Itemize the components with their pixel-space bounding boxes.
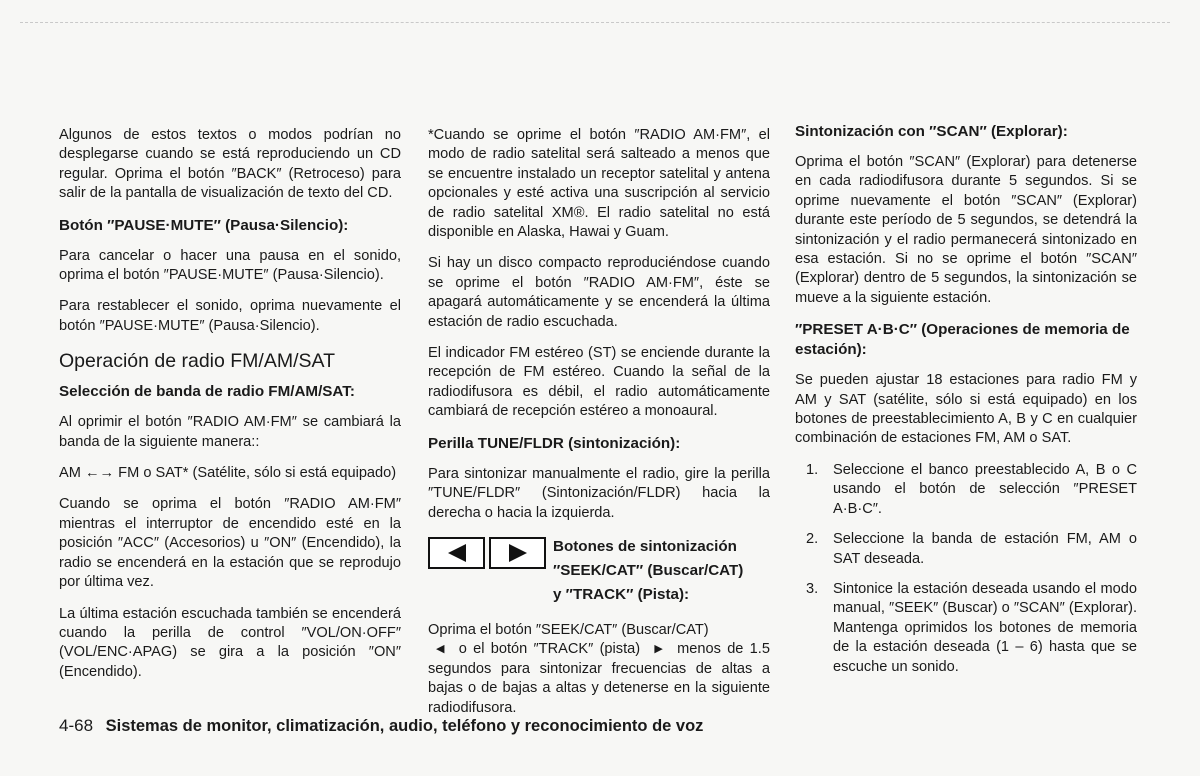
heading-scan: Sintonización con ″SCAN″ (Explorar): [795,123,1068,140]
footer-title: Sistemas de monitor, climatización, audio, teléfono y reconocimiento de voz [105,717,704,735]
paragraph: Para sintonizar manualmente el radio, gire la perilla ″TUNE/FLDR″ (Sintonización/FLDR) hacia la derecha o hacia la izquierda. [428,465,770,521]
seek-right-button-figure [489,537,546,569]
paragraph: *Cuando se oprime el botón ″RADIO AM·FM″, el modo de radio satelital será salteado a menos que se encuentre instalado un receptor satelital y antena opcionales y esté activa una suscripción al servicio de radio satelital XM®. El radio satelital no está disponible en Alaska, Hawai y Guam. [428,127,770,241]
seek-text-c: menos de 1.5 segundos para sintonizar frecuencias de altas a bajas o de bajas a altas y detenerse en la siguiente radiodifusora. [428,641,770,716]
heading-preset: ″PRESET A·B·C″ (Operaciones de memoria de estación): [795,321,1130,359]
paragraph: El indicador FM estéreo (ST) se enciende durante la recepción de FM estéreo. Cuando la señal de la radiodifusora es débil, el radio automáticamente cambiará de recepción estéreo a monoaural. [428,345,770,420]
triangle-left-icon [446,543,468,563]
seek-text-b: o el botón ″TRACK″ (pista) [458,641,641,658]
page-number: 4-68 [59,716,94,735]
list-item: 3. Sintonice la estación deseada usando el modo manual, ″SEEK″ (Buscar) o ″SCAN″ (Explorar). Mantenga oprimidos los botones de memoria de la estación deseada (1 – 6) hasta que se escuche un sonido. [806,580,1137,675]
column-2 [428,126,770,730]
triangle-left-icon: ◀ [436,643,445,656]
column-3 [795,122,1137,688]
seek-left-button-figure [428,537,485,569]
paragraph: Algunos de estos textos o modos podrían no desplegarse cuando se está reproduciendo un CD regular. Oprima el botón ″BACK″ (Retroceso) para salir de la pantalla de visualización de texto del CD. [59,127,401,202]
paragraph: AM ←→ FM o SAT* (Satélite, sólo si está equipado) [59,465,397,482]
seek-heading [553,535,743,607]
heading-tune-fldr: Perilla TUNE/FLDR (sintonización): [428,434,681,452]
top-rule [20,22,1170,23]
section-title: Operación de radio FM/AM/SAT [59,350,335,373]
seek-text-a: Oprima el botón ″SEEK/CAT″ (Buscar/CAT) [428,621,709,638]
seek-heading-line: Botones de sintonización [553,537,737,555]
paragraph: Para restablecer el sonido, oprima nuevamente el botón ″PAUSE·MUTE″ (Pausa·Silencio). [59,298,401,334]
page-footer [59,714,799,738]
paragraph: Cuando se oprima el botón ″RADIO AM·FM″ mientras el interruptor de encendido esté en la posición ″ACC″ (Accesorios) u ″ON″ (Encendido), la radio se encenderá en la estación que se reprodujo por última vez. [59,496,401,591]
paragraph: Si hay un disco compacto reproduciéndose cuando se oprime el botón ″RADIO AM·FM″, éste se apagará automáticamente y se encenderá la última estación de radio escuchada. [428,255,770,330]
paragraph-seek [428,621,770,718]
seek-buttons-illustration [428,537,546,569]
triangle-right-icon [507,543,529,563]
column-1 [59,126,401,694]
list-item: 1. Seleccione el banco preestablecido A, B o C usando el botón de selección ″PRESET A·B·C″. [806,461,1137,517]
paragraph: Oprima el botón ″SCAN″ (Explorar) para detenerse en cada radiodifusora durante 5 segundos. Si se oprime nuevamente el botón ″SCAN″ (Explorar) durante este período de 5 segundos, se detendrá la sintonización y el radio permanecerá sintonizado en esa estación. Si no se oprime el botón ″SCAN″ (Explorar) dentro de 5 segundos, la sintonización se mueve a la siguiente estación. [795,154,1137,306]
list-item: 2. Seleccione la banda de estación FM, AM o SAT deseada. [806,531,1137,567]
triangle-right-icon: ▶ [654,643,663,656]
paragraph: Se pueden ajustar 18 estaciones para radio FM y AM y SAT (satélite, sólo si está equipado) en los botones de preestablecimiento A, B y C en cualquier combinación de estaciones FM, AM o SAT. [795,372,1137,447]
paragraph: Para cancelar o hacer una pausa en el sonido, oprima el botón ″PAUSE·MUTE″ (Pausa·Silencio). [59,247,401,284]
heading-pause-mute: Botón ″PAUSE·MUTE″ (Pausa·Silencio): [59,216,349,234]
heading-band-selection: Selección de banda de radio FM/AM/SAT: [59,383,355,401]
paragraph: La última estación escuchada también se encenderá cuando la perilla de control ″VOL/ON·OFF″ (VOL/ENC·APAG) se gira a la posición ″ON″ (Encendido). [59,605,401,680]
seek-heading-line: y ″TRACK″ (Pista): [553,585,690,603]
seek-track-heading-block [428,535,770,607]
steps-list [795,461,1137,677]
seek-heading-line: ″SEEK/CAT″ (Buscar/CAT) [553,561,744,579]
paragraph: Al oprimir el botón ″RADIO AM·FM″ se cambiará la banda de la siguiente manera:: [59,414,401,450]
